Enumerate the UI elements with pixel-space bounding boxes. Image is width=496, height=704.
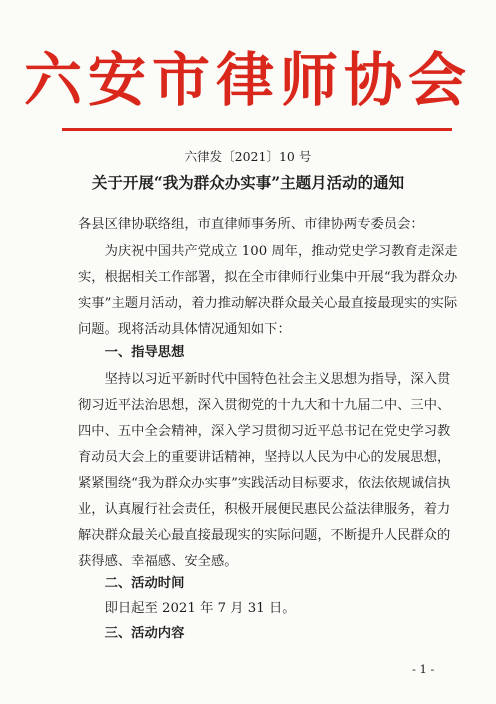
organization-letterhead: 六安市律师协会 [23,46,472,114]
section-heading-activity-content: 三、活动内容 [104,626,185,641]
section-heading-activity-time: 二、活动时间 [104,576,185,591]
letterhead-red-rule [62,128,452,131]
page-number: - 1 - [412,662,435,676]
section-paragraph-activity-time: 即日起至 2021 年 7 月 31 日。 [104,601,296,616]
section-heading-guiding-ideology: 一、指导思想 [104,345,185,360]
intro-paragraph: 为庆祝中国共产党成立 100 周年，推动党史学习教育走深走实，根据相关工作部署，拟在全市律师行业集中开展“我为群众办实事”主题月活动，着力推动解决群众最关心最直接最现实的实际问题。现将活动具体情况通知如下： [78,244,458,337]
salutation: 各县区律协联络组，市直律师事务所、市律协两专委员会： [78,217,424,232]
section-paragraph-guiding-ideology: 坚持以习近平新时代中国特色社会主义思想为指导，深入贯彻习近平法治思想，深入贯彻党的十九大和十九届二中、三中、四中、五中全会精神，深入学习贯彻习近平总书记在党史学习教育动员大会上的重要讲话精神，坚持以人民为中心的发展思想，紧紧围绕“我为群众办实事”实践活动目标要求，依法依规诚信执业，认真履行社会责任，积极开展便民惠民公益法律服务，着力解决群众最关心最直接最现实的实际问题，不断提升人民群众的获得感、幸福感、安全感。 [78,372,451,569]
document-number: 六律发〔2021〕10 号 [184,149,312,164]
document-title: 关于开展“我为群众办实事”主题月活动的通知 [91,173,405,192]
